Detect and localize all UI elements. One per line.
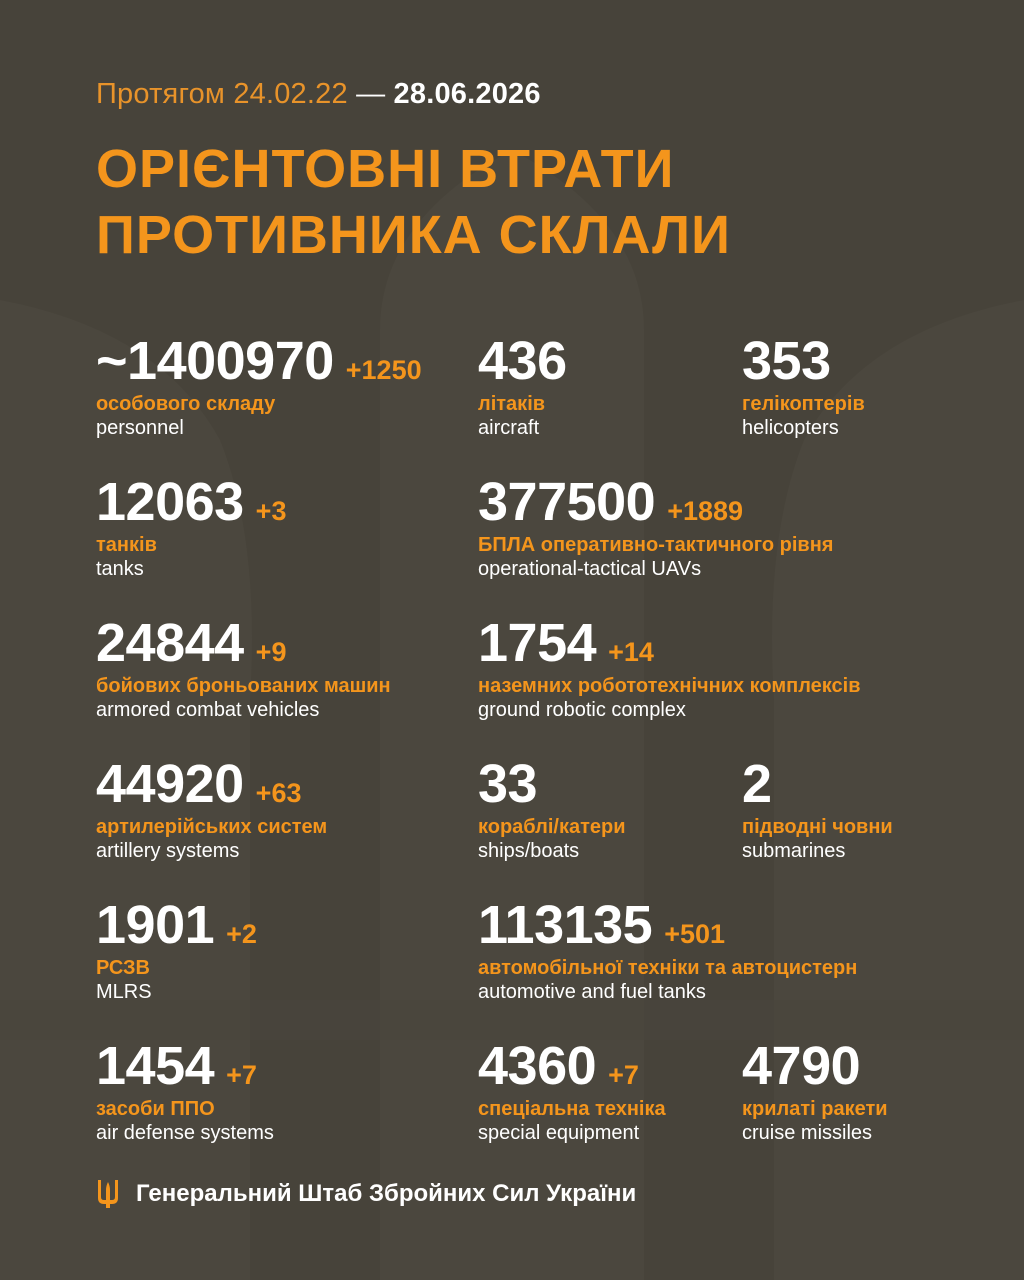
stat-label-ua: спеціальна техніка <box>478 1098 666 1120</box>
footer <box>96 1178 636 1210</box>
stat-label-en: personnel <box>96 417 184 439</box>
stat-ships <box>478 753 626 864</box>
stat-cruise-missiles <box>742 1035 888 1146</box>
stat-aircraft <box>478 330 567 441</box>
stat-personnel <box>96 330 422 441</box>
stat-label-en: armored combat vehicles <box>96 699 320 721</box>
trident-icon <box>96 1178 120 1210</box>
stat-value: 44920 <box>96 754 244 814</box>
stat-helicopters <box>742 330 865 441</box>
stat-label-en: aircraft <box>478 417 540 439</box>
stat-delta: +3 <box>255 496 287 526</box>
stat-label-en: ships/boats <box>478 840 580 862</box>
stat-label-ua: танків <box>96 534 157 556</box>
stat-label-ua: засоби ППО <box>96 1098 215 1120</box>
stat-delta: +14 <box>608 637 654 667</box>
stat-armored-vehicles <box>96 612 391 723</box>
stat-value: 12063 <box>96 472 244 532</box>
stat-automotive <box>478 894 857 1005</box>
stat-value: 24844 <box>96 613 244 673</box>
stat-submarines <box>742 753 893 864</box>
stat-value: 33 <box>478 754 538 814</box>
title-line-2: ПРОТИВНИКА СКЛАЛИ <box>96 205 731 265</box>
stat-value: ~1400970 <box>96 331 334 391</box>
stat-label-en: tanks <box>96 558 144 580</box>
stat-delta: +2 <box>226 919 257 949</box>
organization-name: Генеральний Штаб Збройних Сил України <box>136 1180 637 1207</box>
stat-value: 1901 <box>96 895 215 955</box>
stat-artillery <box>96 753 327 864</box>
stat-delta: +9 <box>255 637 287 667</box>
stat-mlrs <box>96 894 257 1005</box>
stat-delta: +7 <box>226 1060 257 1090</box>
stat-label-ua: особового складу <box>96 393 276 415</box>
stat-label-ua: крилаті ракети <box>742 1098 888 1120</box>
stat-label-ua: гелікоптерів <box>742 393 865 415</box>
stat-label-en: special equipment <box>478 1122 640 1144</box>
stat-label-en: air defense systems <box>96 1122 274 1144</box>
title-line-1: ОРІЄНТОВНІ ВТРАТИ <box>96 139 675 199</box>
stat-value: 2 <box>742 754 772 814</box>
period-end: 28.06.2026 <box>393 78 541 110</box>
header <box>96 74 731 268</box>
stat-label-en: automotive and fuel tanks <box>478 981 706 1003</box>
stat-label-en: cruise missiles <box>742 1122 873 1144</box>
page-title <box>96 136 731 268</box>
stat-value: 353 <box>742 331 831 391</box>
stat-delta: +1250 <box>345 355 422 385</box>
stat-label-ua: автомобільної техніки та автоцистерн <box>478 957 858 979</box>
stat-value: 113135 <box>478 895 653 955</box>
stat-label-ua: БПЛА оперативно-тактичного рівня <box>478 534 834 556</box>
stat-value: 1454 <box>96 1036 215 1096</box>
period <box>96 74 731 114</box>
stat-label-ua: літаків <box>478 393 546 415</box>
stat-delta: +63 <box>255 778 302 808</box>
stat-label-ua: РСЗВ <box>96 957 150 979</box>
stat-value: 4790 <box>742 1036 861 1096</box>
stat-uavs <box>478 471 833 582</box>
stat-delta: +501 <box>664 919 726 949</box>
stat-label-en: operational-tactical UAVs <box>478 558 702 580</box>
stat-delta: +7 <box>608 1060 639 1090</box>
stat-label-en: helicopters <box>742 417 839 439</box>
stat-value: 1754 <box>478 613 597 673</box>
stat-tanks <box>96 471 286 582</box>
stat-label-en: MLRS <box>96 981 152 1003</box>
stat-delta: +1889 <box>667 496 744 526</box>
stat-special-equipment <box>478 1035 666 1146</box>
stat-label-ua: підводні човни <box>742 816 893 838</box>
stat-label-en: artillery systems <box>96 840 240 862</box>
stat-label-en: submarines <box>742 840 846 862</box>
stat-value: 436 <box>478 331 567 391</box>
stat-label-ua: бойових броньованих машин <box>96 675 391 697</box>
stat-label-en: ground robotic complex <box>478 699 686 721</box>
stat-label-ua: кораблі/катери <box>478 816 626 838</box>
stat-value: 4360 <box>478 1036 597 1096</box>
period-separator: — <box>347 78 394 110</box>
stat-ground-robotic <box>478 612 861 723</box>
period-start: Протягом 24.02.22 <box>96 78 348 110</box>
stat-label-ua: наземних робототехнічних комплексів <box>478 675 861 697</box>
stat-air-defense <box>96 1035 274 1146</box>
stat-value: 377500 <box>478 472 656 532</box>
stat-label-ua: артилерійських систем <box>96 816 328 838</box>
